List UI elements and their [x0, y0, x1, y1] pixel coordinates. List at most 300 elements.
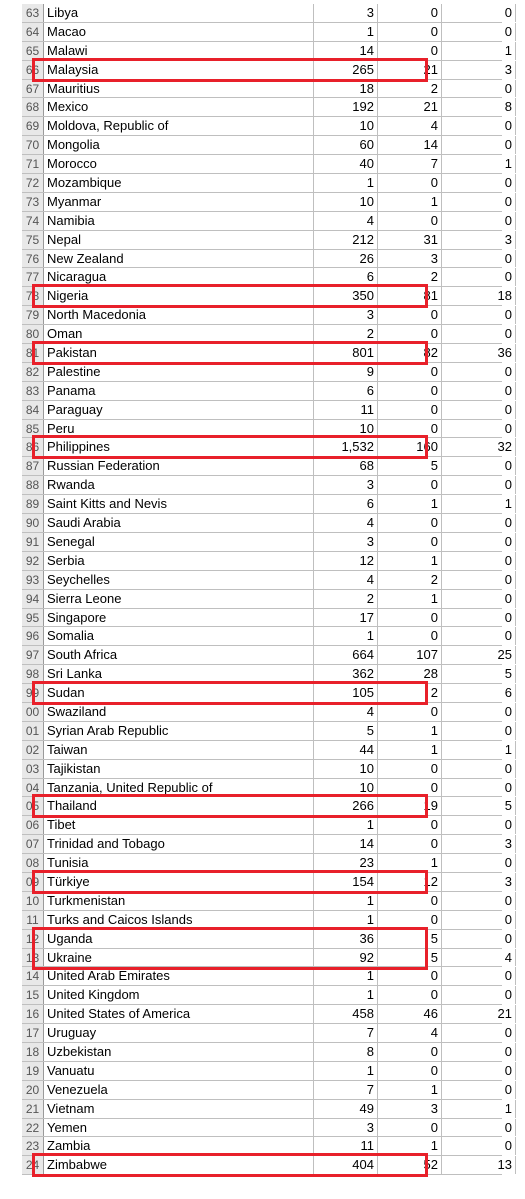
value-cell-1[interactable]: 14 — [314, 835, 378, 853]
country-cell[interactable]: Seychelles — [44, 571, 314, 589]
value-cell-2[interactable]: 0 — [378, 627, 442, 645]
value-cell-2[interactable]: 2 — [378, 684, 442, 702]
value-cell-2[interactable]: 1 — [378, 1081, 442, 1099]
country-cell[interactable]: United Kingdom — [44, 986, 314, 1004]
value-cell-1[interactable]: 458 — [314, 1005, 378, 1023]
country-cell[interactable]: Türkiye — [44, 873, 314, 891]
value-cell-2[interactable]: 0 — [378, 967, 442, 985]
value-cell-3[interactable]: 5 — [442, 665, 516, 683]
country-cell[interactable]: Serbia — [44, 552, 314, 570]
value-cell-1[interactable]: 2 — [314, 325, 378, 343]
value-cell-3[interactable]: 0 — [442, 760, 516, 778]
value-cell-1[interactable]: 68 — [314, 457, 378, 475]
value-cell-3[interactable]: 0 — [442, 1024, 516, 1042]
table-row — [22, 476, 512, 495]
value-cell-2[interactable]: 0 — [378, 514, 442, 532]
value-cell-2[interactable]: 0 — [378, 42, 442, 60]
value-cell-1[interactable]: 664 — [314, 646, 378, 664]
value-cell-2[interactable]: 0 — [378, 174, 442, 192]
table-row — [22, 287, 512, 306]
country-cell[interactable]: Tanzania, United Republic of — [44, 779, 314, 797]
value-cell-2[interactable]: 31 — [378, 231, 442, 249]
value-cell-1[interactable]: 60 — [314, 136, 378, 154]
value-cell-2[interactable]: 4 — [378, 117, 442, 135]
value-cell-2[interactable]: 107 — [378, 646, 442, 664]
value-cell-2[interactable]: 1 — [378, 722, 442, 740]
country-cell[interactable]: Sierra Leone — [44, 590, 314, 608]
table-row — [22, 949, 512, 968]
value-cell-3[interactable]: 5 — [442, 797, 516, 815]
country-cell[interactable]: Malaysia — [44, 61, 314, 79]
value-cell-1[interactable]: 4 — [314, 212, 378, 230]
value-cell-2[interactable]: 0 — [378, 1062, 442, 1080]
country-cell[interactable]: Sri Lanka — [44, 665, 314, 683]
value-cell-3[interactable]: 0 — [442, 23, 516, 41]
value-cell-1[interactable]: 350 — [314, 287, 378, 305]
value-cell-3[interactable]: 32 — [442, 438, 516, 456]
value-cell-1[interactable]: 6 — [314, 268, 378, 286]
value-cell-3[interactable]: 0 — [442, 4, 516, 22]
value-cell-3[interactable]: 0 — [442, 174, 516, 192]
row-number: 09 — [22, 873, 44, 891]
country-cell[interactable]: Namibia — [44, 212, 314, 230]
country-cell[interactable]: Singapore — [44, 609, 314, 627]
value-cell-1[interactable]: 1 — [314, 986, 378, 1004]
value-cell-3[interactable]: 1 — [442, 155, 516, 173]
value-cell-3[interactable]: 6 — [442, 684, 516, 702]
country-cell[interactable]: Swaziland — [44, 703, 314, 721]
value-cell-3[interactable]: 0 — [442, 986, 516, 1004]
table-row — [22, 457, 512, 476]
value-cell-1[interactable]: 192 — [314, 98, 378, 116]
value-cell-2[interactable]: 2 — [378, 80, 442, 98]
value-cell-1[interactable]: 10 — [314, 420, 378, 438]
value-cell-1[interactable]: 1 — [314, 23, 378, 41]
value-cell-3[interactable]: 3 — [442, 231, 516, 249]
value-cell-1[interactable]: 3 — [314, 533, 378, 551]
row-number: 68 — [22, 98, 44, 116]
value-cell-1[interactable]: 4 — [314, 703, 378, 721]
country-cell[interactable]: Uruguay — [44, 1024, 314, 1042]
value-cell-2[interactable]: 5 — [378, 457, 442, 475]
table-row — [22, 155, 512, 174]
row-number: 98 — [22, 665, 44, 683]
table-row — [22, 571, 512, 590]
country-cell[interactable]: Syrian Arab Republic — [44, 722, 314, 740]
row-number: 64 — [22, 23, 44, 41]
row-number: 21 — [22, 1100, 44, 1118]
country-cell[interactable]: Philippines — [44, 438, 314, 456]
value-cell-3[interactable]: 21 — [442, 1005, 516, 1023]
row-number: 79 — [22, 306, 44, 324]
row-number: 99 — [22, 684, 44, 702]
value-cell-1[interactable]: 10 — [314, 779, 378, 797]
country-cell[interactable]: Macao — [44, 23, 314, 41]
country-cell[interactable]: Tunisia — [44, 854, 314, 872]
country-cell[interactable]: Mongolia — [44, 136, 314, 154]
value-cell-2[interactable]: 0 — [378, 325, 442, 343]
value-cell-3[interactable]: 0 — [442, 117, 516, 135]
row-number: 14 — [22, 967, 44, 985]
value-cell-1[interactable]: 6 — [314, 382, 378, 400]
value-cell-3[interactable]: 0 — [442, 382, 516, 400]
row-number: 70 — [22, 136, 44, 154]
value-cell-1[interactable]: 362 — [314, 665, 378, 683]
table-row — [22, 117, 512, 136]
value-cell-3[interactable]: 0 — [442, 552, 516, 570]
value-cell-1[interactable]: 14 — [314, 42, 378, 60]
value-cell-3[interactable]: 4 — [442, 949, 516, 967]
value-cell-2[interactable]: 28 — [378, 665, 442, 683]
country-cell[interactable]: Morocco — [44, 155, 314, 173]
table-row — [22, 741, 512, 760]
country-cell[interactable]: Somalia — [44, 627, 314, 645]
table-row — [22, 61, 512, 80]
value-cell-3[interactable]: 3 — [442, 835, 516, 853]
value-cell-1[interactable]: 10 — [314, 760, 378, 778]
value-cell-1[interactable]: 10 — [314, 117, 378, 135]
value-cell-2[interactable]: 7 — [378, 155, 442, 173]
value-cell-1[interactable]: 44 — [314, 741, 378, 759]
value-cell-3[interactable]: 3 — [442, 61, 516, 79]
spreadsheet-grid — [22, 4, 512, 1175]
row-number: 05 — [22, 797, 44, 815]
table-row — [22, 665, 512, 684]
value-cell-2[interactable]: 0 — [378, 892, 442, 910]
value-cell-2[interactable]: 1 — [378, 741, 442, 759]
value-cell-3[interactable]: 13 — [442, 1156, 516, 1174]
value-cell-2[interactable]: 2 — [378, 571, 442, 589]
value-cell-2[interactable]: 12 — [378, 873, 442, 891]
row-number: 17 — [22, 1024, 44, 1042]
row-number: 23 — [22, 1137, 44, 1155]
value-cell-2[interactable]: 0 — [378, 306, 442, 324]
country-cell[interactable]: Sudan — [44, 684, 314, 702]
value-cell-1[interactable]: 17 — [314, 609, 378, 627]
value-cell-2[interactable]: 3 — [378, 1100, 442, 1118]
value-cell-3[interactable]: 0 — [442, 816, 516, 834]
value-cell-2[interactable]: 14 — [378, 136, 442, 154]
country-cell[interactable]: Ukraine — [44, 949, 314, 967]
value-cell-1[interactable]: 1 — [314, 1062, 378, 1080]
country-cell[interactable]: Turkmenistan — [44, 892, 314, 910]
value-cell-2[interactable]: 3 — [378, 250, 442, 268]
value-cell-2[interactable]: 0 — [378, 4, 442, 22]
country-cell[interactable]: South Africa — [44, 646, 314, 664]
value-cell-2[interactable]: 19 — [378, 797, 442, 815]
value-cell-1[interactable]: 10 — [314, 193, 378, 211]
value-cell-3[interactable]: 0 — [442, 420, 516, 438]
country-cell[interactable]: Myanmar — [44, 193, 314, 211]
country-cell[interactable]: Zimbabwe — [44, 1156, 314, 1174]
value-cell-1[interactable]: 4 — [314, 571, 378, 589]
value-cell-2[interactable]: 0 — [378, 23, 442, 41]
country-cell[interactable]: Venezuela — [44, 1081, 314, 1099]
value-cell-3[interactable]: 0 — [442, 1081, 516, 1099]
country-cell[interactable]: Nepal — [44, 231, 314, 249]
country-cell[interactable]: Vanuatu — [44, 1062, 314, 1080]
value-cell-1[interactable]: 801 — [314, 344, 378, 362]
country-cell[interactable]: Nigeria — [44, 287, 314, 305]
value-cell-2[interactable]: 1 — [378, 495, 442, 513]
value-cell-1[interactable]: 265 — [314, 61, 378, 79]
value-cell-3[interactable]: 0 — [442, 1043, 516, 1061]
country-cell[interactable]: Taiwan — [44, 741, 314, 759]
value-cell-1[interactable]: 23 — [314, 854, 378, 872]
country-cell[interactable]: Tajikistan — [44, 760, 314, 778]
row-number: 16 — [22, 1005, 44, 1023]
country-cell[interactable]: North Macedonia — [44, 306, 314, 324]
value-cell-1[interactable]: 404 — [314, 1156, 378, 1174]
value-cell-1[interactable]: 26 — [314, 250, 378, 268]
value-cell-2[interactable]: 52 — [378, 1156, 442, 1174]
country-cell[interactable]: Palestine — [44, 363, 314, 381]
value-cell-3[interactable]: 0 — [442, 476, 516, 494]
value-cell-2[interactable]: 5 — [378, 930, 442, 948]
country-cell[interactable]: Moldova, Republic of — [44, 117, 314, 135]
table-row — [22, 4, 512, 23]
value-cell-2[interactable]: 1 — [378, 590, 442, 608]
value-cell-2[interactable]: 0 — [378, 382, 442, 400]
value-cell-3[interactable]: 0 — [442, 571, 516, 589]
value-cell-1[interactable]: 1,532 — [314, 438, 378, 456]
value-cell-3[interactable]: 18 — [442, 287, 516, 305]
value-cell-3[interactable]: 0 — [442, 514, 516, 532]
value-cell-3[interactable]: 0 — [442, 722, 516, 740]
value-cell-3[interactable]: 0 — [442, 401, 516, 419]
value-cell-1[interactable]: 36 — [314, 930, 378, 948]
value-cell-2[interactable]: 0 — [378, 363, 442, 381]
row-number: 76 — [22, 250, 44, 268]
table-row — [22, 816, 512, 835]
value-cell-1[interactable]: 1 — [314, 967, 378, 985]
value-cell-2[interactable]: 1 — [378, 1137, 442, 1155]
value-cell-2[interactable]: 0 — [378, 609, 442, 627]
value-cell-3[interactable]: 1 — [442, 1100, 516, 1118]
value-cell-1[interactable]: 18 — [314, 80, 378, 98]
value-cell-1[interactable]: 11 — [314, 1137, 378, 1155]
value-cell-1[interactable]: 1 — [314, 627, 378, 645]
value-cell-1[interactable]: 7 — [314, 1024, 378, 1042]
value-cell-1[interactable]: 5 — [314, 722, 378, 740]
value-cell-2[interactable]: 0 — [378, 420, 442, 438]
value-cell-3[interactable]: 3 — [442, 873, 516, 891]
country-cell[interactable]: Senegal — [44, 533, 314, 551]
row-number: 24 — [22, 1156, 44, 1174]
table-row — [22, 760, 512, 779]
value-cell-2[interactable]: 81 — [378, 287, 442, 305]
value-cell-2[interactable]: 0 — [378, 779, 442, 797]
country-cell[interactable]: Russian Federation — [44, 457, 314, 475]
value-cell-3[interactable]: 8 — [442, 98, 516, 116]
value-cell-1[interactable]: 1 — [314, 892, 378, 910]
table-row — [22, 930, 512, 949]
country-cell[interactable]: Tibet — [44, 816, 314, 834]
country-cell[interactable]: Uzbekistan — [44, 1043, 314, 1061]
value-cell-1[interactable]: 8 — [314, 1043, 378, 1061]
table-row — [22, 892, 512, 911]
row-number: 63 — [22, 4, 44, 22]
value-cell-3[interactable]: 0 — [442, 1062, 516, 1080]
value-cell-2[interactable]: 21 — [378, 61, 442, 79]
country-cell[interactable]: Thailand — [44, 797, 314, 815]
value-cell-1[interactable]: 105 — [314, 684, 378, 702]
value-cell-1[interactable]: 40 — [314, 155, 378, 173]
country-cell[interactable]: Mozambique — [44, 174, 314, 192]
value-cell-3[interactable]: 0 — [442, 268, 516, 286]
country-cell[interactable]: Libya — [44, 4, 314, 22]
country-cell[interactable]: Nicaragua — [44, 268, 314, 286]
table-row — [22, 1156, 512, 1175]
table-row — [22, 684, 512, 703]
value-cell-1[interactable]: 7 — [314, 1081, 378, 1099]
value-cell-2[interactable]: 0 — [378, 816, 442, 834]
value-cell-3[interactable]: 0 — [442, 627, 516, 645]
value-cell-2[interactable]: 0 — [378, 703, 442, 721]
value-cell-1[interactable]: 9 — [314, 363, 378, 381]
value-cell-3[interactable]: 0 — [442, 363, 516, 381]
country-cell[interactable]: Paraguay — [44, 401, 314, 419]
value-cell-2[interactable]: 2 — [378, 268, 442, 286]
country-cell[interactable]: United Arab Emirates — [44, 967, 314, 985]
value-cell-1[interactable]: 1 — [314, 174, 378, 192]
value-cell-2[interactable]: 1 — [378, 552, 442, 570]
value-cell-2[interactable]: 0 — [378, 986, 442, 1004]
country-cell[interactable]: Peru — [44, 420, 314, 438]
country-cell[interactable]: Vietnam — [44, 1100, 314, 1118]
table-row — [22, 967, 512, 986]
row-number: 93 — [22, 571, 44, 589]
row-number: 13 — [22, 949, 44, 967]
value-cell-2[interactable]: 1 — [378, 854, 442, 872]
value-cell-3[interactable]: 0 — [442, 212, 516, 230]
value-cell-3[interactable]: 0 — [442, 930, 516, 948]
country-cell[interactable]: Rwanda — [44, 476, 314, 494]
table-row — [22, 911, 512, 930]
value-cell-3[interactable]: 0 — [442, 136, 516, 154]
value-cell-1[interactable]: 154 — [314, 873, 378, 891]
value-cell-1[interactable]: 1 — [314, 816, 378, 834]
table-row — [22, 1137, 512, 1156]
value-cell-3[interactable]: 0 — [442, 967, 516, 985]
value-cell-3[interactable]: 1 — [442, 42, 516, 60]
value-cell-2[interactable]: 82 — [378, 344, 442, 362]
country-cell[interactable]: Panama — [44, 382, 314, 400]
row-number: 81 — [22, 344, 44, 362]
table-row — [22, 854, 512, 873]
value-cell-1[interactable]: 4 — [314, 514, 378, 532]
value-cell-2[interactable]: 0 — [378, 760, 442, 778]
country-cell[interactable]: Zambia — [44, 1137, 314, 1155]
value-cell-2[interactable]: 0 — [378, 1043, 442, 1061]
value-cell-3[interactable]: 0 — [442, 325, 516, 343]
value-cell-3[interactable]: 0 — [442, 80, 516, 98]
value-cell-2[interactable]: 0 — [378, 835, 442, 853]
value-cell-1[interactable]: 3 — [314, 306, 378, 324]
table-row — [22, 325, 512, 344]
row-number: 07 — [22, 835, 44, 853]
value-cell-2[interactable]: 0 — [378, 911, 442, 929]
country-cell[interactable]: Uganda — [44, 930, 314, 948]
row-number: 88 — [22, 476, 44, 494]
value-cell-3[interactable]: 0 — [442, 703, 516, 721]
value-cell-1[interactable]: 12 — [314, 552, 378, 570]
value-cell-3[interactable]: 1 — [442, 741, 516, 759]
country-cell[interactable]: Mexico — [44, 98, 314, 116]
value-cell-1[interactable]: 266 — [314, 797, 378, 815]
row-number: 90 — [22, 514, 44, 532]
value-cell-1[interactable]: 92 — [314, 949, 378, 967]
country-cell[interactable]: New Zealand — [44, 250, 314, 268]
value-cell-2[interactable]: 4 — [378, 1024, 442, 1042]
country-cell[interactable]: Mauritius — [44, 80, 314, 98]
value-cell-2[interactable]: 0 — [378, 1119, 442, 1137]
country-cell[interactable]: Oman — [44, 325, 314, 343]
value-cell-3[interactable]: 0 — [442, 1137, 516, 1155]
value-cell-2[interactable]: 5 — [378, 949, 442, 967]
value-cell-3[interactable]: 25 — [442, 646, 516, 664]
value-cell-2[interactable]: 0 — [378, 533, 442, 551]
value-cell-3[interactable]: 0 — [442, 779, 516, 797]
value-cell-2[interactable]: 0 — [378, 401, 442, 419]
value-cell-2[interactable]: 160 — [378, 438, 442, 456]
value-cell-1[interactable]: 212 — [314, 231, 378, 249]
value-cell-3[interactable]: 0 — [442, 306, 516, 324]
value-cell-2[interactable]: 21 — [378, 98, 442, 116]
value-cell-3[interactable]: 36 — [442, 344, 516, 362]
table-row — [22, 1024, 512, 1043]
country-cell[interactable]: Malawi — [44, 42, 314, 60]
value-cell-1[interactable]: 11 — [314, 401, 378, 419]
country-cell[interactable]: Trinidad and Tobago — [44, 835, 314, 853]
value-cell-2[interactable]: 0 — [378, 476, 442, 494]
value-cell-3[interactable]: 0 — [442, 609, 516, 627]
row-number: 18 — [22, 1043, 44, 1061]
country-cell[interactable]: Pakistan — [44, 344, 314, 362]
country-cell[interactable]: Saint Kitts and Nevis — [44, 495, 314, 513]
value-cell-1[interactable]: 3 — [314, 4, 378, 22]
value-cell-3[interactable]: 0 — [442, 1119, 516, 1137]
value-cell-1[interactable]: 1 — [314, 911, 378, 929]
value-cell-1[interactable]: 3 — [314, 476, 378, 494]
value-cell-2[interactable]: 46 — [378, 1005, 442, 1023]
value-cell-1[interactable]: 3 — [314, 1119, 378, 1137]
value-cell-3[interactable]: 0 — [442, 457, 516, 475]
row-number: 03 — [22, 760, 44, 778]
value-cell-3[interactable]: 0 — [442, 911, 516, 929]
table-row — [22, 193, 512, 212]
country-cell[interactable]: Saudi Arabia — [44, 514, 314, 532]
value-cell-2[interactable]: 1 — [378, 193, 442, 211]
value-cell-3[interactable]: 0 — [442, 854, 516, 872]
value-cell-3[interactable]: 0 — [442, 250, 516, 268]
country-cell[interactable]: Turks and Caicos Islands — [44, 911, 314, 929]
value-cell-3[interactable]: 0 — [442, 590, 516, 608]
country-cell[interactable]: Yemen — [44, 1119, 314, 1137]
country-cell[interactable]: United States of America — [44, 1005, 314, 1023]
value-cell-3[interactable]: 0 — [442, 892, 516, 910]
value-cell-3[interactable]: 1 — [442, 495, 516, 513]
row-number: 00 — [22, 703, 44, 721]
value-cell-1[interactable]: 6 — [314, 495, 378, 513]
value-cell-1[interactable]: 49 — [314, 1100, 378, 1118]
row-number: 80 — [22, 325, 44, 343]
value-cell-1[interactable]: 2 — [314, 590, 378, 608]
value-cell-3[interactable]: 0 — [442, 533, 516, 551]
table-row — [22, 873, 512, 892]
value-cell-3[interactable]: 0 — [442, 193, 516, 211]
value-cell-2[interactable]: 0 — [378, 212, 442, 230]
